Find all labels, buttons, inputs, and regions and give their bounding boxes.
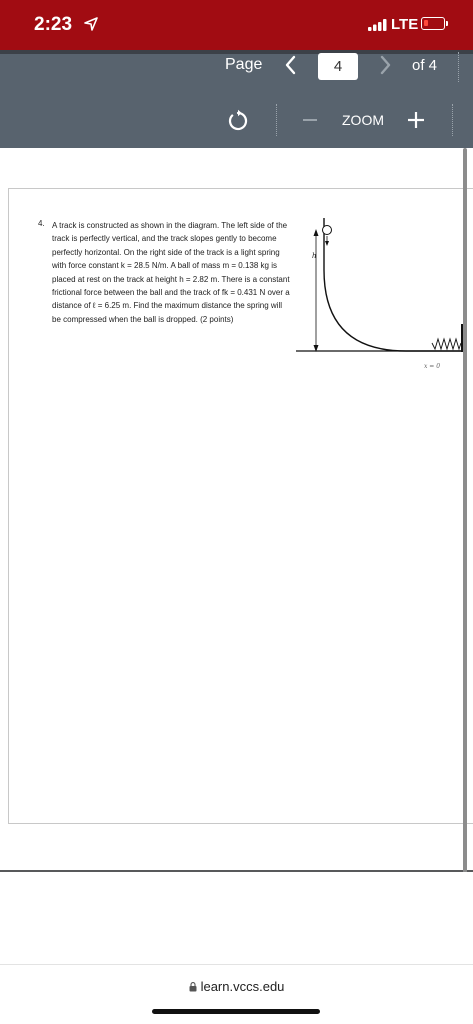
track-diagram [296, 210, 468, 380]
toolbar-top-shadow [0, 50, 473, 54]
height-label: h [312, 252, 317, 260]
ball [323, 226, 332, 235]
status-time: 2:23 [34, 14, 73, 35]
plus-icon[interactable] [405, 109, 427, 131]
network-type: LTE [391, 16, 419, 33]
toolbar-separator [276, 104, 277, 136]
rotate-icon[interactable] [226, 109, 250, 133]
page-label: Page [225, 56, 263, 73]
minus-icon[interactable] [300, 110, 320, 130]
zoom-label: ZOOM [342, 112, 384, 128]
battery-cap [446, 21, 448, 26]
location-arrow-icon [84, 17, 98, 31]
lock-icon [189, 982, 197, 992]
problem-number: 4. [38, 219, 45, 228]
url-text: learn.vccs.edu [200, 979, 285, 994]
url-bar[interactable] [0, 979, 473, 994]
battery-icon [421, 17, 445, 30]
home-indicator[interactable] [152, 1009, 320, 1014]
spring-label: x = 0 [424, 363, 441, 370]
spring [432, 339, 461, 349]
page-number-input[interactable]: 4 [318, 53, 358, 80]
status-bar [0, 0, 473, 50]
toolbar-separator [458, 52, 459, 82]
problem-text: A track is constructed as shown in the diagram. The left side of the track is perfectly vertical, and the track slopes gently to become perfectly horizontal. On the right side of the track is a light spring with force constant k = 28.5 N/m. A ball of mass m = 0.138 kg is placed at rest on the track at height h = 2.82 m. There is a constant frictional force between the ball and the track of fk = 0.431 N over a distance of ℓ = 6.25 m. Find the maximum distance the spring will be compressed when the ball is dropped. (2 points) [52, 221, 290, 324]
signal-icon [368, 19, 388, 31]
chevron-right-icon[interactable] [376, 54, 394, 76]
track-curve [324, 218, 461, 351]
toolbar-separator [452, 104, 453, 136]
browser-bottom-bar [0, 872, 473, 1024]
bottom-divider [0, 964, 473, 965]
scrollbar[interactable] [463, 148, 467, 888]
chevron-left-icon[interactable] [282, 54, 300, 76]
page-count-label: of 4 [412, 57, 438, 74]
